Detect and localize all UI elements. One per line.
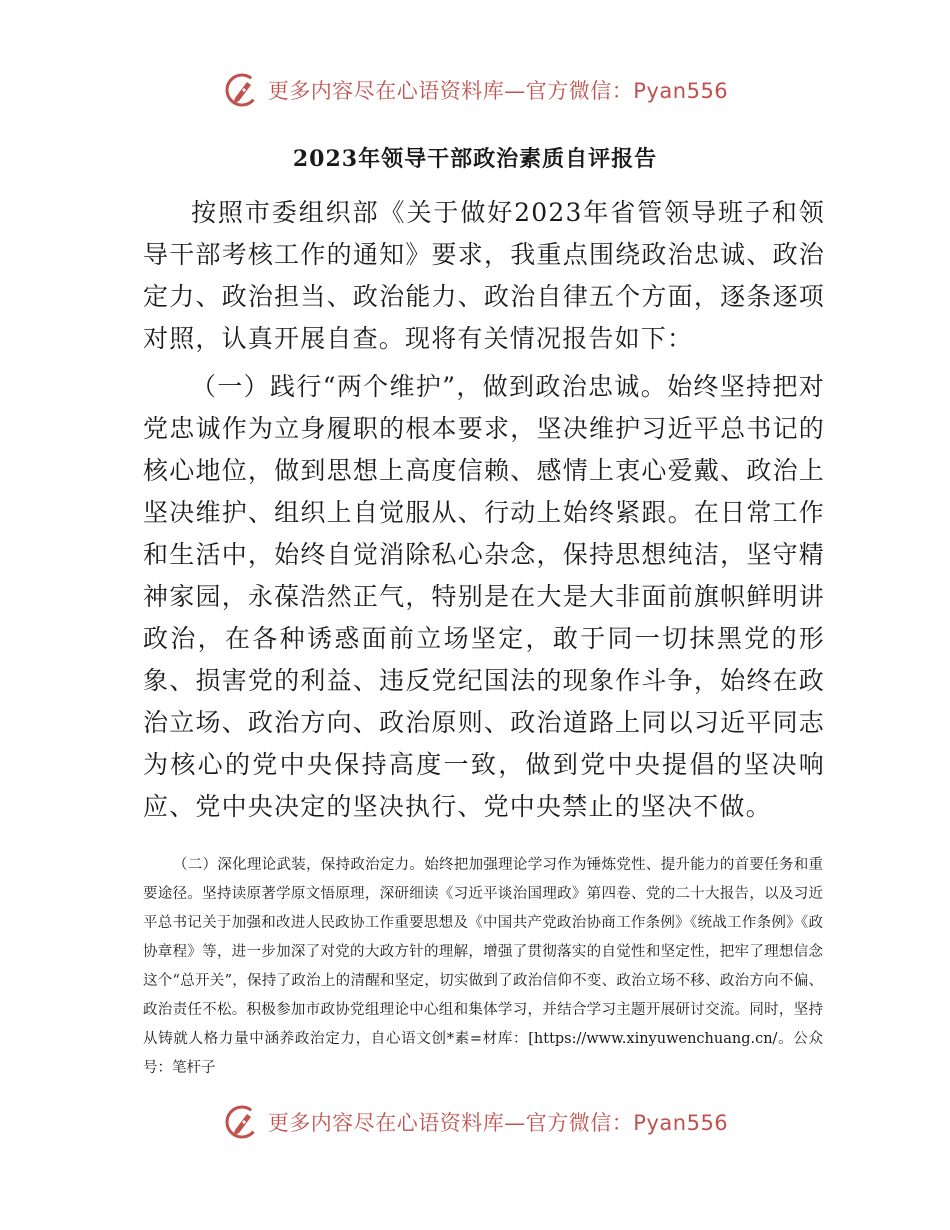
pen-nib-logo-icon (222, 70, 262, 110)
page-title: 2023年领导干部政治素质自评报告 (292, 146, 658, 172)
banner-text: 更多内容尽在心语资料库—官方微信：Pyan556 (267, 1111, 729, 1135)
footer-banner (0, 1100, 950, 1144)
section-2-paragraph: （二）深化理论武装，保持政治定力。始终把加强理论学习作为锤炼党性、提升能力的首要任务和重要途径。坚持读原著学原文悟原理，深研细读《习近平谈治国理政》第四卷、党的二十大报告，以及习近平总书记关于加强和改进人民政协工作重要思想及《中国共产党政治协商工作条例》《统战工作条例》《政协章程》等，进一步加深了对党的大政方针的理解，增强了贯彻落实的自觉性和坚定性，把牢了理想信念这个“总开关”，保持了政治上的清醒和坚定，切实做到了政治信仰不变、政治立场不移、政治方向不偏、政治责任不松。积极参加市政协党组理论中心组和集体学习，并结合学习主题开展研讨交流。同时，坚持从铸就人格力量中涵养政治定力，自心语文创*素=材库：[https://www.xinyuwenchuang.cn/。公众号：笔杆子 (143, 857, 823, 1076)
pen-nib-logo-icon (222, 1102, 262, 1142)
section-1-paragraph: （一）践行“两个维护”，做到政治忠诚。始终坚持把对党忠诚作为立身履职的根本要求，坚决维护习近平总书记的核心地位，做到思想上高度信赖、感情上衷心爱戴、政治上坚决维护、组织上自觉服从、行动上始终紧跟。在日常工作和生活中，始终自觉消除私心杂念，保持思想纯洁，坚守精神家园，永葆浩然正气，特别是在大是大非面前旗帜鲜明讲政治，在各种诱惑面前立场坚定，敢于同一切抹黑党的形象、损害党的利益、违反党纪国法的现象作斗争，始终在政治立场、政治方向、政治原则、政治道路上同以习近平同志为核心的党中央保持高度一致，做到党中央提倡的坚决响应、党中央决定的坚决执行、党中央禁止的坚决不做。 (143, 372, 825, 821)
banner-text: 更多内容尽在心语资料库—官方微信：Pyan556 (267, 79, 729, 103)
header-banner (0, 68, 950, 112)
intro-paragraph: 按照市委组织部《关于做好2023年省管领导班子和领导干部考核工作的通知》要求，我重点围绕政治忠诚、政治定力、政治担当、政治能力、政治自律五个方面，逐条逐项对照，认真开展自查。现将有关情况报告如下： (143, 198, 825, 353)
